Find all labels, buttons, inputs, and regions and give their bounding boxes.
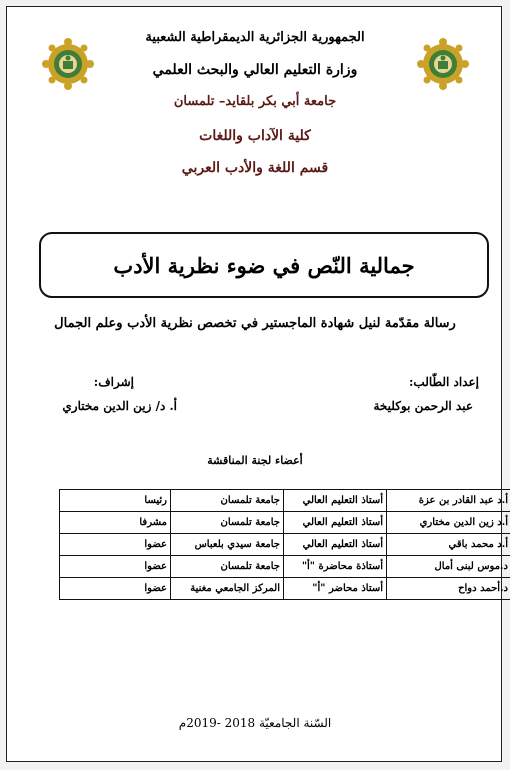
member-name: د.موس لبنى أمال bbox=[387, 556, 510, 578]
department-line: قسم اللغة والأدب العربي bbox=[181, 160, 329, 176]
member-institution: المركز الجامعي مغنية bbox=[171, 578, 284, 600]
republic-line: الجمهورية الجزائرية الديمقراطية الشعبية bbox=[145, 30, 365, 45]
university-emblem-icon bbox=[417, 38, 469, 90]
member-role: عضوا bbox=[60, 534, 171, 556]
university-emblem-icon bbox=[42, 38, 94, 90]
committee-title: أعضاء لجنة المناقشة bbox=[207, 454, 303, 467]
member-name: أ.د زين الدين مختاري bbox=[387, 512, 510, 534]
table-row bbox=[60, 534, 510, 556]
ministry-line: وزارة التعليم العالي والبحث العلمي bbox=[152, 62, 358, 78]
member-role: رئيسا bbox=[60, 490, 171, 512]
faculty-line: كلية الآداب واللغات bbox=[199, 128, 311, 144]
member-institution: جامعة سيدي بلعباس bbox=[171, 534, 284, 556]
member-rank: أستاذ التعليم العالي bbox=[284, 534, 387, 556]
member-rank: أستاذ محاضر "أ" bbox=[284, 578, 387, 600]
table-row bbox=[60, 578, 510, 600]
member-rank: أستاذة محاضرة "أ" bbox=[284, 556, 387, 578]
table-row bbox=[60, 512, 510, 534]
member-rank: أستاذ التعليم العالي bbox=[284, 490, 387, 512]
member-institution: جامعة تلمسان bbox=[171, 512, 284, 534]
thesis-title: جمالية النّص في ضوء نظرية الأدب bbox=[113, 252, 415, 278]
table-row bbox=[60, 490, 510, 512]
member-name: د.أحمد دواح bbox=[387, 578, 510, 600]
table-row bbox=[60, 556, 510, 578]
thesis-subtitle: رسالة مقدّمة لنيل شهادة الماجستير في تخصص نظرية الأدب وعلم الجمال bbox=[54, 316, 456, 331]
member-role: عضوا bbox=[60, 578, 171, 600]
committee-table bbox=[59, 489, 510, 600]
student-label: إعداد الطّالب: bbox=[408, 375, 479, 389]
student-name: عبد الرحمن بوكليخة bbox=[373, 399, 473, 413]
member-institution: جامعة تلمسان bbox=[171, 556, 284, 578]
member-role: عضوا bbox=[60, 556, 171, 578]
thesis-title-box bbox=[39, 232, 489, 298]
member-institution: جامعة تلمسان bbox=[171, 490, 284, 512]
member-name: أ.د عبد القادر بن عزة bbox=[387, 490, 510, 512]
academic-year: السّنة الجامعيّة 2018 -2019م bbox=[178, 716, 332, 730]
supervisor-label: إشراف: bbox=[93, 375, 134, 389]
university-line: جامعة أبي بكر بلقايد– تلمسان bbox=[173, 94, 337, 109]
member-role: مشرفا bbox=[60, 512, 171, 534]
supervisor-name: أ. د/ زين الدين مختاري bbox=[62, 399, 177, 413]
member-name: أ.د محمد باقي bbox=[387, 534, 510, 556]
member-rank: أستاذ التعليم العالي bbox=[284, 512, 387, 534]
